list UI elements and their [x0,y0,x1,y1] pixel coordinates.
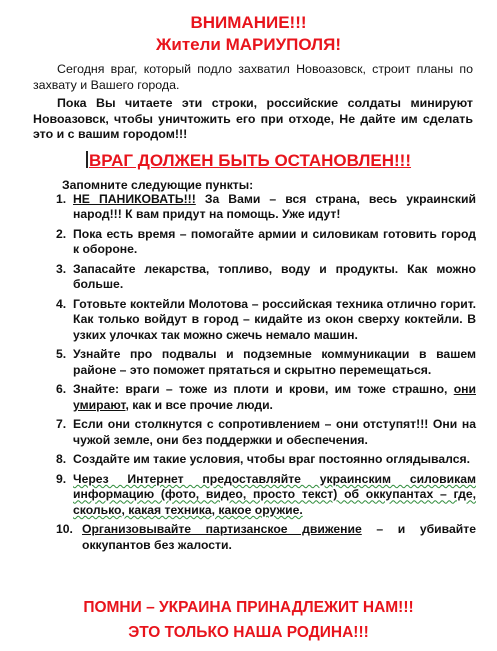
list-item [56,262,476,293]
intro-paragraph-1: Сегодня враг, который подло захватил Новоазовск, строит планы по захвату и Вашего города. [33,62,473,92]
item-underlined: они умирают [73,382,476,412]
item-number: 10. [56,522,73,537]
banner-text: ВРАГ ДОЛЖЕН БЫТЬ ОСТАНОВЛЕН!!! [88,151,412,170]
item-number: 6. [56,382,67,397]
footer-line-1: ПОМНИ – УКРАИНА ПРИНАДЛЕЖИТ НАМ!!! [83,599,414,616]
text-cursor [86,151,88,168]
list-item [56,417,476,448]
item-number: 5. [56,347,67,362]
item-text: Создайте им такие условия, чтобы враг постоянно оглядывался. [73,452,471,467]
item-text: Запасайте лекарства, топливо, воду и продукты. Как можно больше. [73,262,476,292]
points-list [56,192,476,557]
footer-line-2: ЭТО ТОЛЬКО НАША РОДИНА!!! [128,624,369,641]
remember-heading: Запомните следующие пункты: [62,178,254,192]
item-text: Знайте: враги – тоже из плоти и крови, им тоже страшно, они умирают, как и все прочие люди. [73,382,476,412]
list-item [56,227,476,258]
item-number: 4. [56,297,67,311]
item-number: 2. [56,227,67,241]
item-number: 7. [56,417,67,432]
item-number: 3. [56,262,67,276]
banner-stop-enemy [0,150,497,171]
item-number: 1. [56,192,67,206]
item-text: Если они столкнутся с сопротивлением – они отступят!!! Они на чужой земле, они без поддержки и обеспечения. [73,417,476,447]
item-number: 8. [56,452,67,467]
intro-paragraph-2: Пока Вы читаете эти строки, российские солдаты минируют Новоазовск, чтобы уничтожить его при отходе, Не дайте им сделать это и с вашим городом!!! [33,96,473,141]
item-text: Организовывайте партизанское движение – и убивайте оккупантов без жалости. [82,522,476,552]
list-item [56,347,476,378]
item-text: Через Интернет предоставляйте украинским силовикам информацию (фото, видео, просто текст) об оккупантах – где, сколько, какая техника, какое оружие. [73,472,476,517]
list-item [56,382,476,413]
list-item [56,192,476,223]
item-text: Пока есть время – помогайте армии и силовикам готовить город к обороне. [73,227,476,257]
header-warning: ВНИМАНИЕ!!! [190,13,307,32]
list-item [56,297,476,343]
list-item [56,522,476,553]
list-item [56,452,476,467]
item-text: НЕ ПАНИКОВАТЬ!!! За Вами – вся страна, весь украинский народ!!! К вам придут на помощь. Уже идут! [73,192,477,222]
item-lead: Организовывайте партизанское движение [82,522,362,537]
item-text: Узнайте про подвалы и подземные коммуникации в вашем районе – это поможет прятаться и скрытно перемещаться. [73,347,476,377]
item-number: 9. [56,472,67,486]
item-lead: НЕ ПАНИКОВАТЬ!!! [73,192,196,206]
list-item [56,472,476,518]
item-text: Готовьте коктейли Молотова – российская техника отлично горит. Как только войдут в город – кидайте из окон сверху коктейли. В узких улочках так можно сжечь немало машин. [73,297,476,342]
header-address: Жители МАРИУПОЛЯ! [156,35,341,54]
